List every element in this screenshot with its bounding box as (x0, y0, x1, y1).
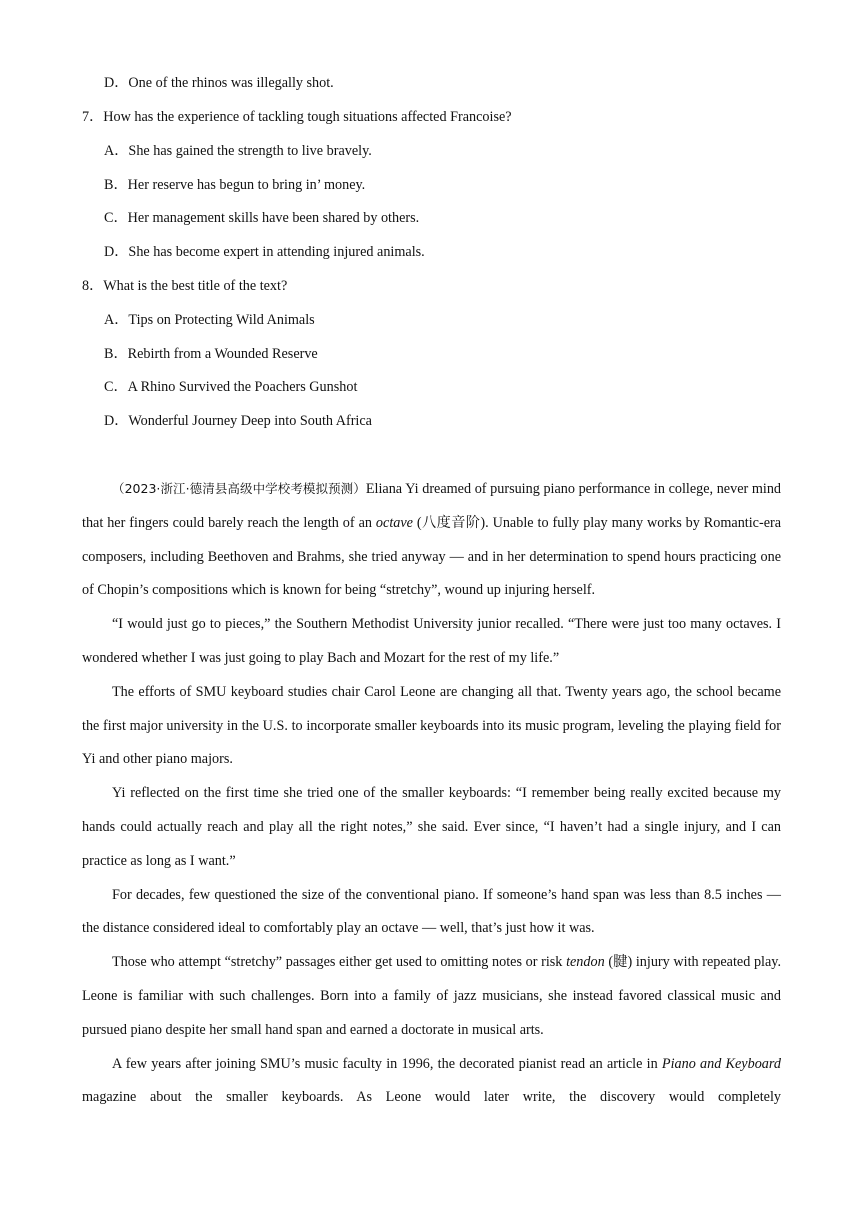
q8-option-b: B．Rebirth from a Wounded Reserve (104, 346, 318, 362)
passage-paragraph-7 (82, 1048, 781, 1116)
p1-text-b: . Unable to fully play many works by Romantic-era composers, including Beethoven and Brahms, she tried anyway — and in her determination to spend hours practicing one of Chopin’s compositions which is known for being “stretchy”, wound up injuring herself. (82, 514, 782, 599)
passage-paragraph-3: The efforts of SMU keyboard studies chair Carol Leone are changing all that. Twenty years ago, the school became the first major university in the U.S. to incorporate smaller keyboards into its music program, leveling the playing field for Yi and other piano majors. (82, 683, 781, 768)
q7-option-d: D．She has become expert in attending injured animals. (104, 244, 425, 260)
passage-paragraph-1 (82, 472, 781, 608)
question-8-stem: 8．What is the best title of the text? (82, 278, 288, 294)
q7-option-c: C．Her management skills have been shared by others. (104, 210, 420, 226)
term-octave: octave (375, 514, 413, 531)
gloss-octave: (八度音阶) (412, 514, 486, 531)
p7-text-b: magazine about the smaller keyboards. As Leone would later write, the discovery would completely (82, 1089, 781, 1106)
q7-option-a: A．She has gained the strength to live bravely. (104, 143, 372, 159)
q8-option-c: C．A Rhino Survived the Poachers Gunshot (104, 379, 358, 395)
passage-paragraph-2: “I would just go to pieces,” the Southern Methodist University junior recalled. “There were just too many octaves. I wondered whether I was just going to play Bach and Mozart for the rest of my life.” (82, 616, 781, 666)
passage-source: （2023·浙江·德清县高级中学校考模拟预测） (112, 481, 366, 496)
p7-text-a: A few years after joining SMU’s music faculty in 1996, the decorated pianist read an article in (112, 1055, 662, 1072)
passage-paragraph-6 (82, 946, 781, 1047)
question-7-stem: 7．How has the experience of tackling tough situations affected Francoise? (82, 109, 512, 125)
passage-paragraph-4: Yi reflected on the first time she tried one of the smaller keyboards: “I remember being really excited because my hands could actually reach and play all the right notes,” she said. Ever since, “I haven’t had a single injury, and I can practice as long as I want.” (82, 785, 781, 869)
q6-option-d: D．One of the rhinos was illegally shot. (104, 75, 334, 91)
passage-paragraph-5: For decades, few questioned the size of the conventional piano. If someone’s hand span was less than 8.5 inches — the distance considered ideal to comfortably play an octave — well, that’s just how it was. (82, 886, 781, 937)
p1-text-a: Eliana Yi dreamed of pursuing piano performance in college, never mind that her fingers could barely reach the length of an (82, 481, 782, 531)
q8-option-a: A．Tips on Protecting Wild Animals (104, 312, 315, 328)
term-tendon: tendon (566, 954, 605, 971)
reading-passage (82, 472, 781, 1115)
q7-option-b: B．Her reserve has begun to bring in’ money. (104, 177, 366, 193)
p6-text-a: Those who attempt “stretchy” passages either get used to omitting notes or risk (112, 954, 567, 971)
p6-text-b: injury with repeated play. Leone is familiar with such challenges. Born into a family of jazz musicians, she instead favored classical music and pursued piano despite her small hand span and earned a doctorate in musical arts. (82, 954, 781, 1038)
magazine-title: Piano and Keyboard (661, 1055, 781, 1072)
q8-option-d: D．Wonderful Journey Deep into South Africa (104, 413, 372, 429)
gloss-tendon: (腱) (604, 954, 633, 971)
